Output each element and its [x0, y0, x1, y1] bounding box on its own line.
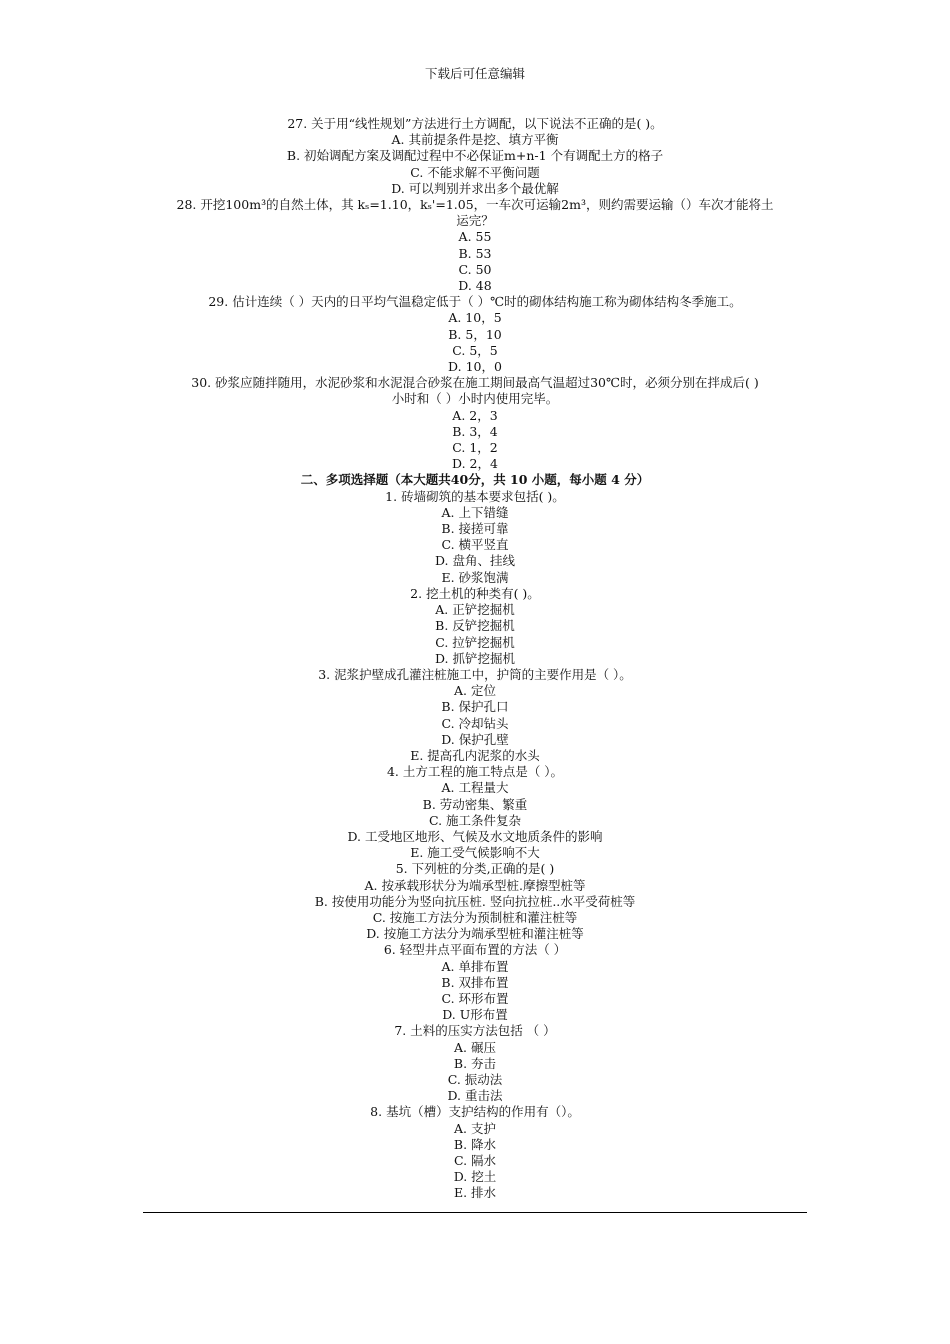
page-header: 下载后可任意编辑	[424, 66, 525, 81]
text-line: D. 保护孔壁	[441, 731, 509, 747]
text-line: A. 上下错缝	[441, 504, 509, 520]
text-line: E. 砂浆饱满	[441, 569, 509, 585]
text-line: B. 劳动密集、繁重	[422, 796, 528, 812]
text-line: B. 双排布置	[441, 974, 509, 990]
text-line: C. 横平竖直	[441, 537, 509, 553]
text-line: C. 50	[458, 261, 492, 277]
text-line: 29. 估计连续（ ）天内的日平均气温稳定低于（ ）℃时的砌体结构施工称为砌体结构冬季施工。	[208, 294, 742, 310]
text-line: B. 接搓可靠	[441, 521, 509, 537]
text-line: A. 正铲挖掘机	[435, 602, 515, 618]
text-line: 运完？	[456, 213, 494, 229]
text-line: 2. 挖土机的种类有( )。	[410, 585, 540, 601]
text-line: C. 振动法	[447, 1071, 503, 1087]
text-line: C. 按施工方法分为预制桩和灌注桩等	[372, 909, 578, 925]
text-line: B. 按使用功能分为竖向抗压桩. 竖向抗拉桩..水平受荷桩等	[314, 893, 636, 909]
text-line: B. 降水	[453, 1136, 497, 1152]
text-line: D. 抓铲挖掘机	[434, 650, 516, 666]
text-line: C. 环形布置	[441, 990, 509, 1006]
text-line: A. 碾压	[454, 1039, 496, 1055]
text-line: C. 拉铲挖掘机	[435, 634, 515, 650]
text-line: B. 5，10	[448, 326, 502, 342]
text-line: C. 5，5	[452, 342, 498, 358]
text-line: A. 单排布置	[441, 958, 509, 974]
text-line: D. U形布置	[442, 1007, 508, 1023]
text-line: D. 可以判别并求出多个最优解	[391, 180, 559, 196]
text-line: C. 冷却钻头	[441, 715, 509, 731]
text-line: D. 工受地区地形、气候及水文地质条件的影响	[347, 828, 603, 844]
text-line: 4. 土方工程的施工特点是（ ）。	[386, 764, 564, 780]
text-line: 28. 开挖100m³的自然土体，其 kₛ=1.10，kₛ'=1.05，一车次可运输2m³，则约需要运输（）车次才能将土	[176, 197, 774, 213]
text-line: 小时和（ ）小时内使用完毕。	[391, 391, 559, 407]
text-line: 30. 砂浆应随拌随用，水泥砂浆和水泥混合砂浆在施工期间最高气温超过30℃时，必须分别在拌成后( )	[191, 375, 759, 391]
text-line: 5. 下列桩的分类,正确的是( )	[395, 861, 555, 877]
text-line: 3. 泥浆护壁成孔灌注桩施工中，护筒的主要作用是（ ）。	[318, 666, 632, 682]
text-line: 1. 砖墙砌筑的基本要求包括( )。	[385, 488, 565, 504]
text-line: A. 定位	[454, 683, 496, 699]
text-line: D. 重击法	[447, 1088, 503, 1104]
text-line: B. 夯击	[453, 1055, 497, 1071]
text-line: E. 排水	[453, 1185, 497, 1201]
footer-rule	[143, 1212, 807, 1213]
text-line: A. 支护	[454, 1120, 496, 1136]
text-line: C. 施工条件复杂	[428, 812, 522, 828]
text-line: 27. 关于用“线性规划”方法进行土方调配，以下说法不正确的是( )。	[287, 116, 663, 131]
text-line: B. 保护孔口	[441, 699, 509, 715]
section-title: 二、多项选择题（本大题共40分，共 10 小题，每小题 4 分）	[300, 472, 650, 488]
text-line: C. 隔水	[453, 1153, 497, 1168]
text-line: C. 1，2	[452, 440, 498, 456]
text-line: A. 按承载形状分为端承型桩.摩擦型桩等	[364, 877, 586, 893]
text-line: 7. 土料的压实方法包括 （ ）	[394, 1023, 556, 1039]
text-line: A. 10，5	[448, 310, 502, 326]
text-line: E. 提高孔内泥浆的水头	[410, 747, 540, 763]
question-content	[143, 116, 807, 1202]
text-line: B. 初始调配方案及调配过程中不必保证m+n-1 个有调配土方的格子	[286, 148, 664, 164]
text-line: A. 其前提条件是挖、填方平衡	[391, 132, 559, 148]
text-line: D. 按施工方法分为端承型桩和灌注桩等	[366, 926, 584, 942]
text-line: D. 48	[458, 278, 492, 294]
text-line: B. 3，4	[452, 423, 498, 439]
text-line: B. 53	[458, 245, 492, 261]
text-line: 6. 轻型井点平面布置的方法（ ）	[383, 942, 567, 958]
text-line: A. 55	[458, 229, 492, 245]
text-line: A. 2，3	[452, 407, 498, 423]
text-line: 8. 基坑（槽）支护结构的作用有（）。	[370, 1104, 580, 1120]
text-line: E. 施工受气候影响不大	[410, 845, 540, 861]
text-line: C. 不能求解不平衡问题	[410, 164, 540, 180]
text-line: B. 反铲挖掘机	[435, 618, 515, 634]
text-line: D. 挖土	[453, 1169, 497, 1185]
text-line: D. 10，0	[448, 359, 502, 375]
text-line: D. 2，4	[452, 456, 498, 472]
text-line: A. 工程量大	[441, 780, 509, 796]
text-line: D. 盘角、挂线	[434, 553, 516, 569]
